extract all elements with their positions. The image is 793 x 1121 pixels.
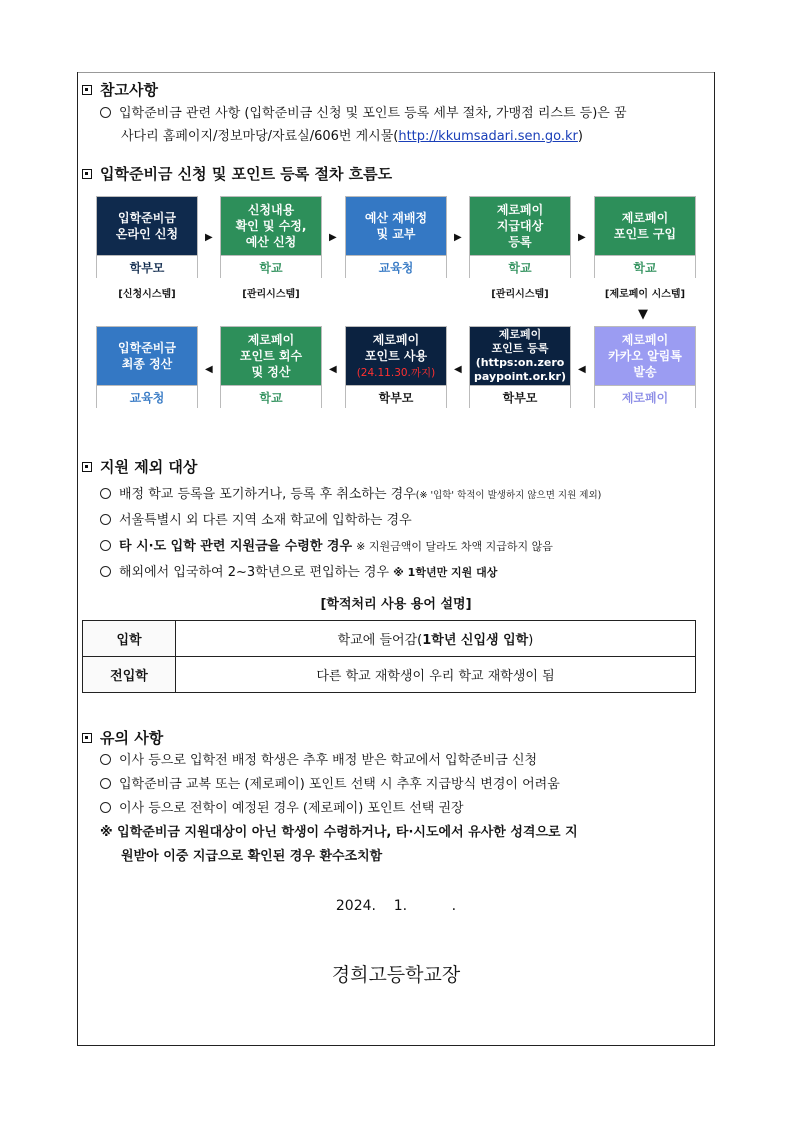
square-bullet-icon [82,169,92,179]
flow-step-10-actor: 교육청 [97,385,197,408]
arrow-left-icon: ◀ [578,364,586,375]
flow-step-5 [594,196,696,278]
flow-step-7 [469,326,571,408]
exclusion-item-4: 해외에서 입국하여 2~3학년으로 편입하는 경우 ※ 1학년만 지원 대상 [100,562,497,584]
flow-step-4-actor: 학교 [470,255,570,278]
reference-section-title: 참고사항 [82,79,158,100]
arrow-right-icon: ▶ [329,232,337,243]
terms-table [82,620,696,693]
arrow-right-icon: ▶ [578,232,586,243]
flow-step-2-actor: 학교 [221,255,321,278]
kkumsadari-link[interactable]: http://kkumsadari.sen.go.kr [398,129,578,144]
table-row [83,657,696,693]
flow-section-title: 입학준비금 신청 및 포인트 등록 절차 흐름도 [82,163,392,184]
exclusion-item-1: 배정 학교 등록을 포기하거나, 등록 후 취소하는 경우(※ '입학' 학적이 발생하지 않으면 지원 제외) [100,484,601,507]
exclusion-item-2: 서울특별시 외 다른 지역 소재 학교에 입학하는 경우 [100,510,412,532]
caution-item-1: 이사 등으로 입학전 배정 학생은 추후 배정 받은 학교에서 입학준비금 신청 [100,750,537,772]
flow-step-6-action: 제로페이 카카오 알림톡 발송 [595,327,695,385]
flow-step-7-action: 제로페이 포인트 등록 (https:on.zero paypoint.or.kr) [470,327,570,385]
flow-step-9-action: 제로페이 포인트 회수 및 정산 [221,327,321,385]
system-label-4: [관리시스템] [491,289,549,300]
term-description-cell: 학교에 들어감(1학년 신입생 입학) [176,621,696,657]
cautions-section-title: 유의 사항 [82,727,163,748]
circle-bullet-icon [100,778,111,789]
term-description-cell: 다른 학교 재학생이 우리 학교 재학생이 됨 [176,657,696,693]
usage-deadline: (24.11.30.까지) [356,366,436,379]
circle-bullet-icon [100,514,111,525]
flow-step-2 [220,196,322,278]
circle-bullet-icon [100,566,111,577]
square-bullet-icon [82,733,92,743]
reference-line-1: 입학준비금 관련 사항 (입학준비금 신청 및 포인트 등록 세부 절차, 가맹점 리스트 등)은 꿈 [100,103,627,125]
term-cell: 입학 [83,621,176,657]
system-label-1: [신청시스템] [118,289,176,300]
flow-step-10-action: 입학준비금 최종 정산 [97,327,197,385]
circle-bullet-icon [100,540,111,551]
flow-step-6-actor: 제로페이 [595,385,695,408]
flow-step-1 [96,196,198,278]
term-cell: 전입학 [83,657,176,693]
table-row [83,621,696,657]
square-bullet-icon [82,85,92,95]
flow-step-7-actor: 학부모 [470,385,570,408]
flow-step-8-actor: 학부모 [346,385,446,408]
circle-bullet-icon [100,488,111,499]
exclusion-section-title: 지원 제외 대상 [82,456,197,477]
caution-item-2: 입학준비금 교복 또는 (제로페이) 포인트 선택 시 추후 지급방식 변경이 어려움 [100,774,560,796]
flow-step-5-action: 제로페이 포인트 구입 [595,197,695,255]
flow-step-9-actor: 학교 [221,385,321,408]
reference-line-2: 사다리 홈페이지/정보마당/자료실/606번 게시물(http://kkumsadari.sen.go.kr) [121,129,583,144]
flow-step-6 [594,326,696,408]
square-bullet-icon [82,462,92,472]
arrow-left-icon: ◀ [205,364,213,375]
flow-step-4-action: 제로페이 지급대상 등록 [470,197,570,255]
caution-warning-line-2: 원받아 이중 지급으로 확인된 경우 환수조치함 [121,849,383,864]
flow-step-9 [220,326,322,408]
flow-step-1-action: 입학준비금 온라인 신청 [97,197,197,255]
arrow-down-icon: ▼ [638,307,648,322]
flow-step-3-action: 예산 재배정 및 교부 [346,197,446,255]
flow-step-5-actor: 학교 [595,255,695,278]
arrow-right-icon: ▶ [205,232,213,243]
arrow-left-icon: ◀ [454,364,462,375]
flow-step-4 [469,196,571,278]
system-label-2: [관리시스템] [242,289,300,300]
signature-principal: 경희고등학교장 [331,964,461,986]
circle-bullet-icon [100,107,111,118]
flow-step-8-action: 제로페이 포인트 사용 (24.11.30.까지) [346,327,446,385]
flow-step-3 [345,196,447,278]
document-date: 2024. 1. . [335,898,457,914]
arrow-left-icon: ◀ [329,364,337,375]
flow-step-1-actor: 학부모 [97,255,197,278]
terms-caption: [학적처리 사용 용어 설명] [320,597,472,612]
exclusion-item-3: 타 시·도 입학 관련 지원금을 수령한 경우 ※ 지원금액이 달라도 차액 지급하지 않음 [100,536,553,558]
flow-step-8 [345,326,447,408]
arrow-right-icon: ▶ [454,232,462,243]
flow-step-10 [96,326,198,408]
circle-bullet-icon [100,802,111,813]
system-label-5: [제로페이 시스템] [604,289,686,300]
flow-step-2-action: 신청내용 확인 및 수정, 예산 신청 [221,197,321,255]
flow-step-3-actor: 교육청 [346,255,446,278]
caution-warning-line-1: ※ 입학준비금 지원대상이 아닌 학생이 수령하거나, 타·시도에서 유사한 성격으로 지 [100,825,578,840]
circle-bullet-icon [100,754,111,765]
caution-item-3: 이사 등으로 전학이 예정된 경우 (제로페이) 포인트 선택 권장 [100,798,464,820]
